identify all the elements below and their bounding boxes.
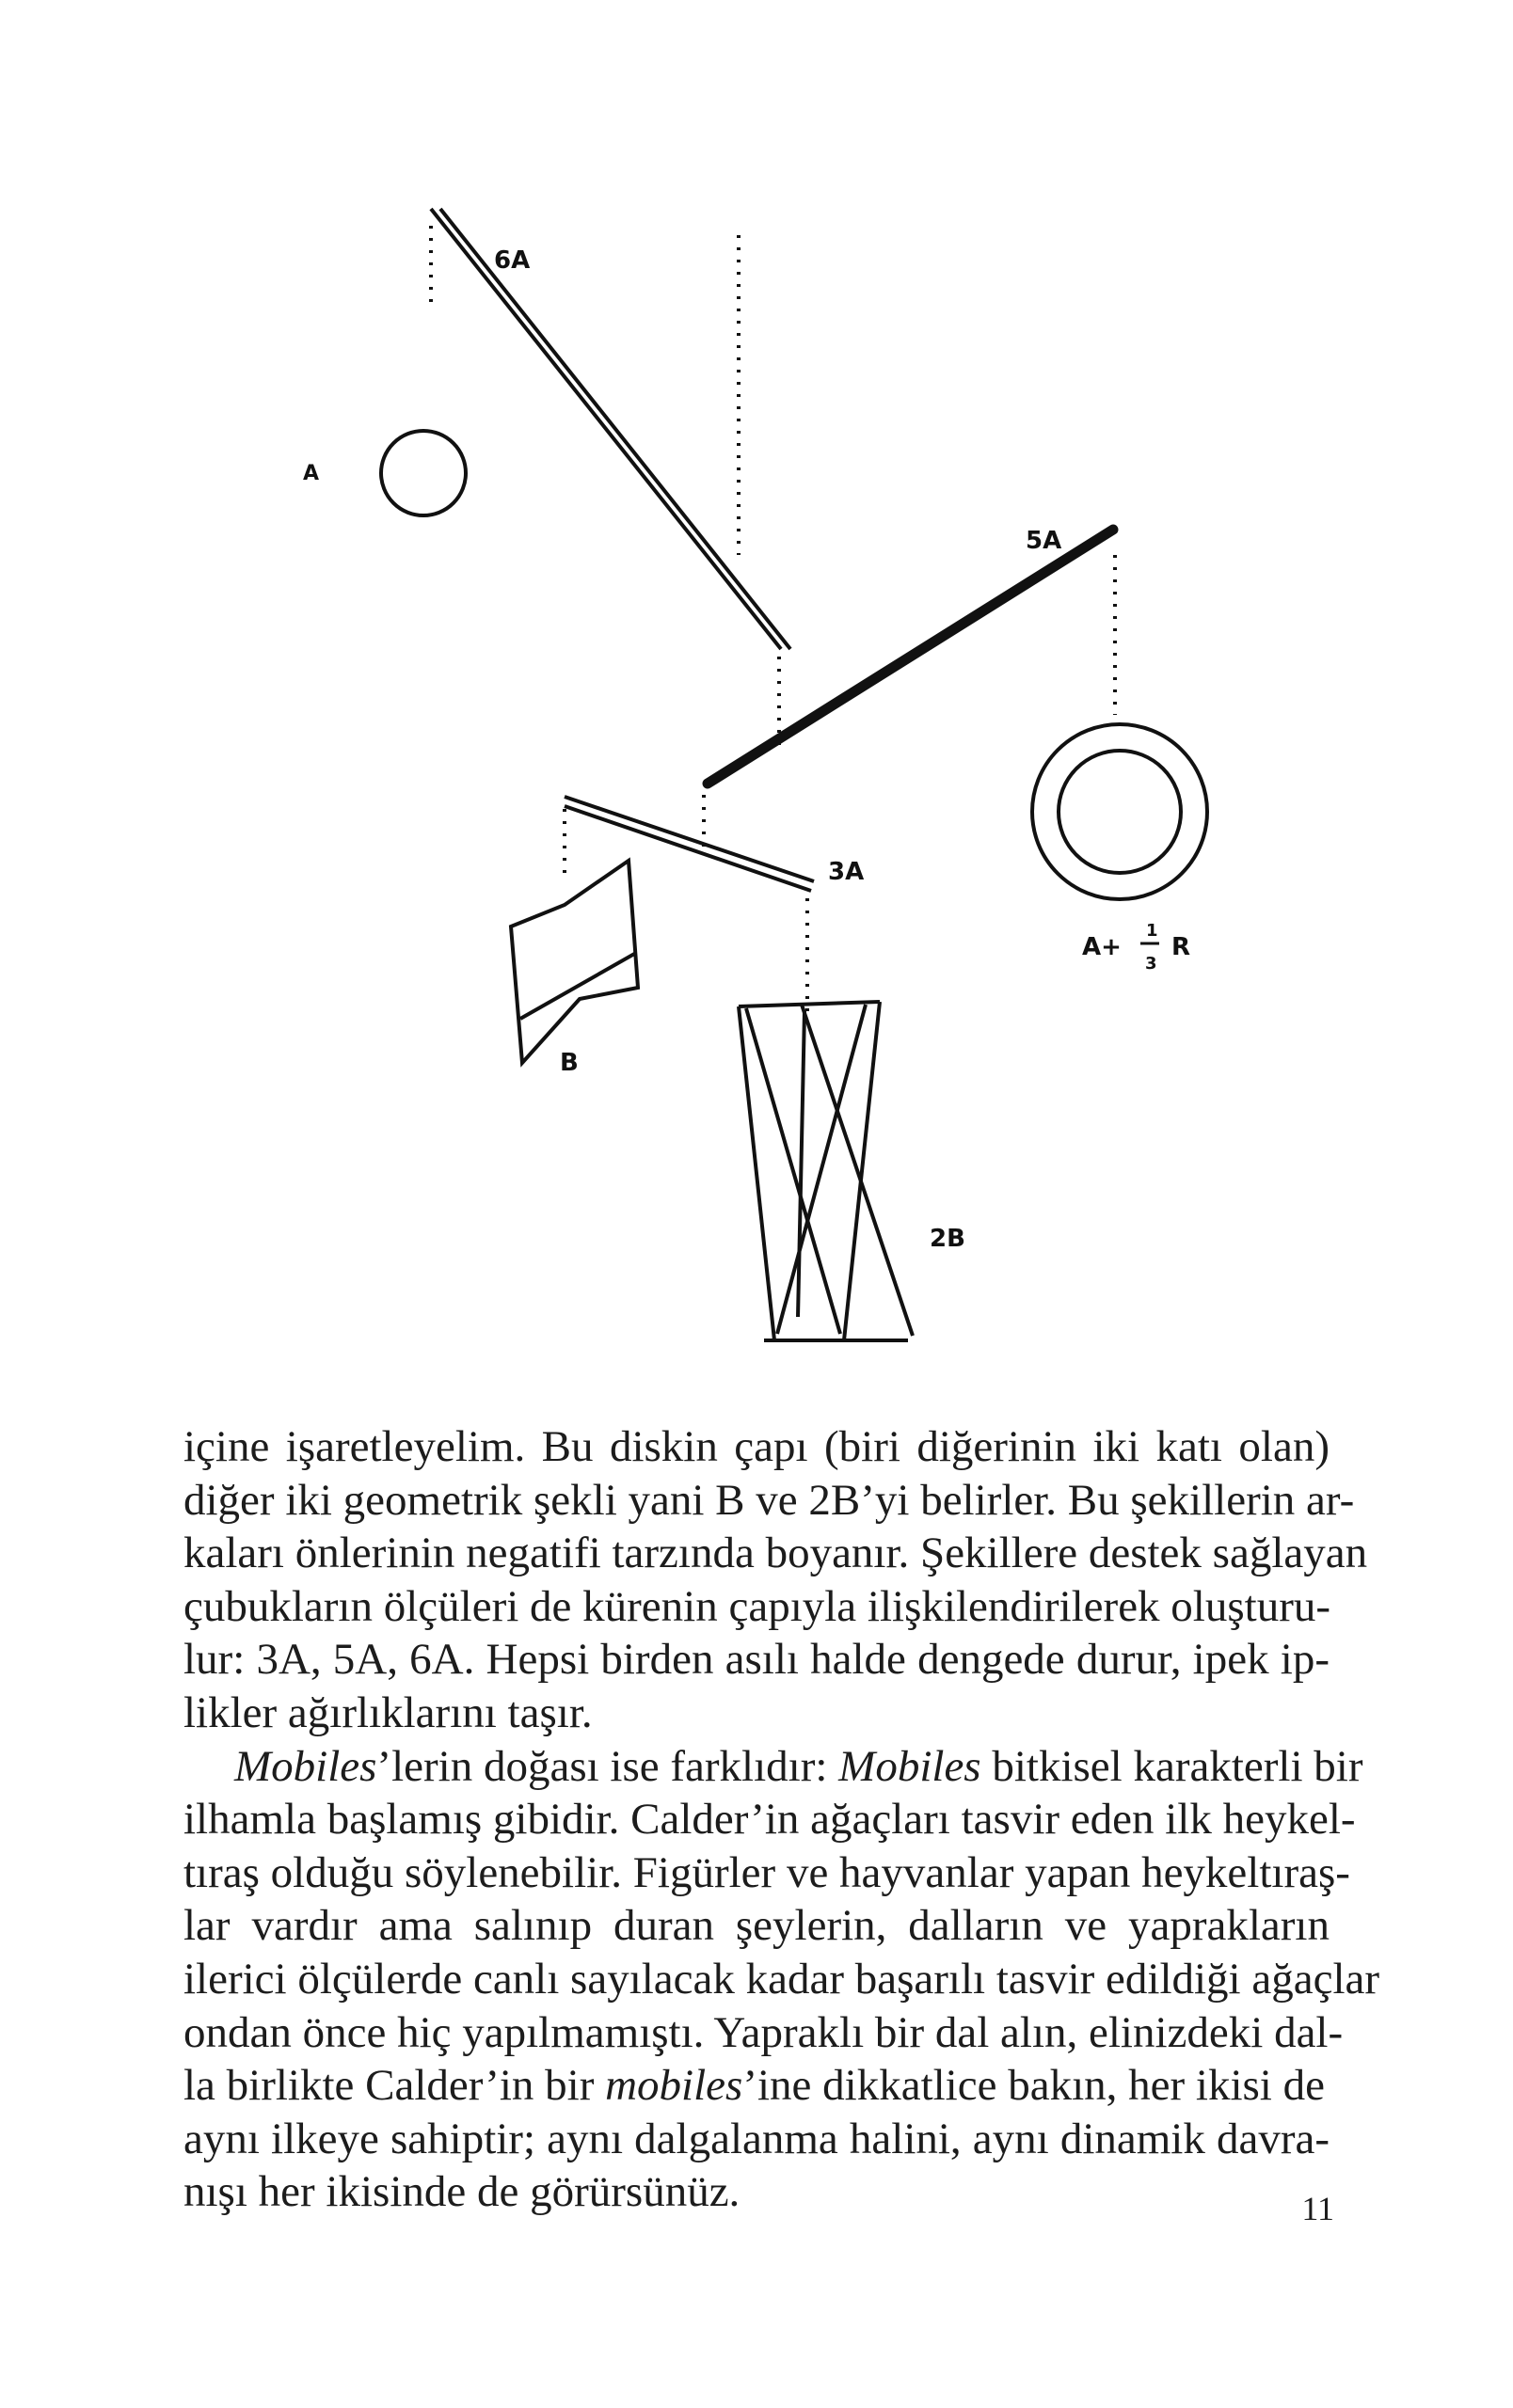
text-line: lar vardır ama salınıp duran şeylerin, dalların ve yaprakların [183,1901,1330,1951]
circle-a [381,431,466,515]
italic-term: Mobiles [234,1741,377,1791]
italic-term: mobiles [605,2061,743,2111]
svg-text:A+: A+ [1082,933,1122,961]
rod-3a [565,797,814,891]
text-line: içine işaretleyelim. Bu diskin çapı (biri diğerinin iki katı olan) [183,1422,1330,1471]
text-line: diğer iki geometrik şekli yani B ve 2B’yi belirler. Bu şekillerin ar- [183,1475,1355,1525]
shape-2b [739,1002,913,1340]
label-2b: 2B [930,1225,965,1253]
label-ring [1082,921,1190,974]
rod-5a [708,530,1113,784]
text-line: likler ağırlıklarını taşır. [183,1687,593,1737]
page-number: 11 [1301,2190,1334,2227]
text-run: ’lerin doğası ise farklıdır: [376,1741,839,1791]
italic-term: Mobiles [838,1741,981,1791]
text-line: ilhamla başlamış gibidir. Calder’in ağaçları tasvir eden ilk heykel- [183,1795,1356,1845]
label-5a: 5A [1026,527,1062,555]
label-3a: 3A [828,858,865,886]
text-line: tıraş olduğu söylenebilir. Figürler ve hayvanlar yapan heykeltıraş- [183,1847,1350,1897]
text-line: kaları önlerinin negatifi tarzında boyanır. Şekillere destek sağlayan [183,1529,1368,1578]
text-run: bitkisel karakterli bir [980,1741,1363,1791]
text-line: aynı ilkeye sahiptir; aynı dalgalanma halini, aynı dinamik davra- [183,2114,1330,2163]
text-line [183,1740,1363,1794]
text-run: la birlikte Calder’in bir [183,2061,606,2111]
rod-6a [431,209,790,649]
text-line: lur: 3A, 5A, 6A. Hepsi birden asılı halde dengede durur, ipek ip- [183,1635,1330,1685]
text-run: ’ine dikkatlice bakın, her ikisi de [742,2061,1325,2111]
svg-text:3: 3 [1145,954,1157,974]
ring [1032,724,1207,899]
text-line: çubukların ölçüleri de kürenin çapıyla ilişkilendirilerek oluşturu- [183,1581,1331,1631]
body-text [183,1420,1380,2219]
svg-text:R: R [1171,933,1191,961]
label-a: A [303,462,320,485]
threads [431,226,1115,1011]
text-line: ondan önce hiç yapılmamıştı. Yapraklı bir dal alın, elinizdeki dal- [183,2007,1344,2057]
label-b: B [560,1049,579,1077]
label-6a: 6A [494,246,531,275]
text-line: nışı her ikisinde de görürsünüz. [183,2167,741,2217]
svg-text:1: 1 [1146,921,1158,941]
text-line [183,2059,1330,2113]
text-line: ilerici ölçülerde canlı sayılacak kadar başarılı tasvir edildiği ağaçlar [183,1954,1380,2004]
shape-b [511,861,638,1063]
